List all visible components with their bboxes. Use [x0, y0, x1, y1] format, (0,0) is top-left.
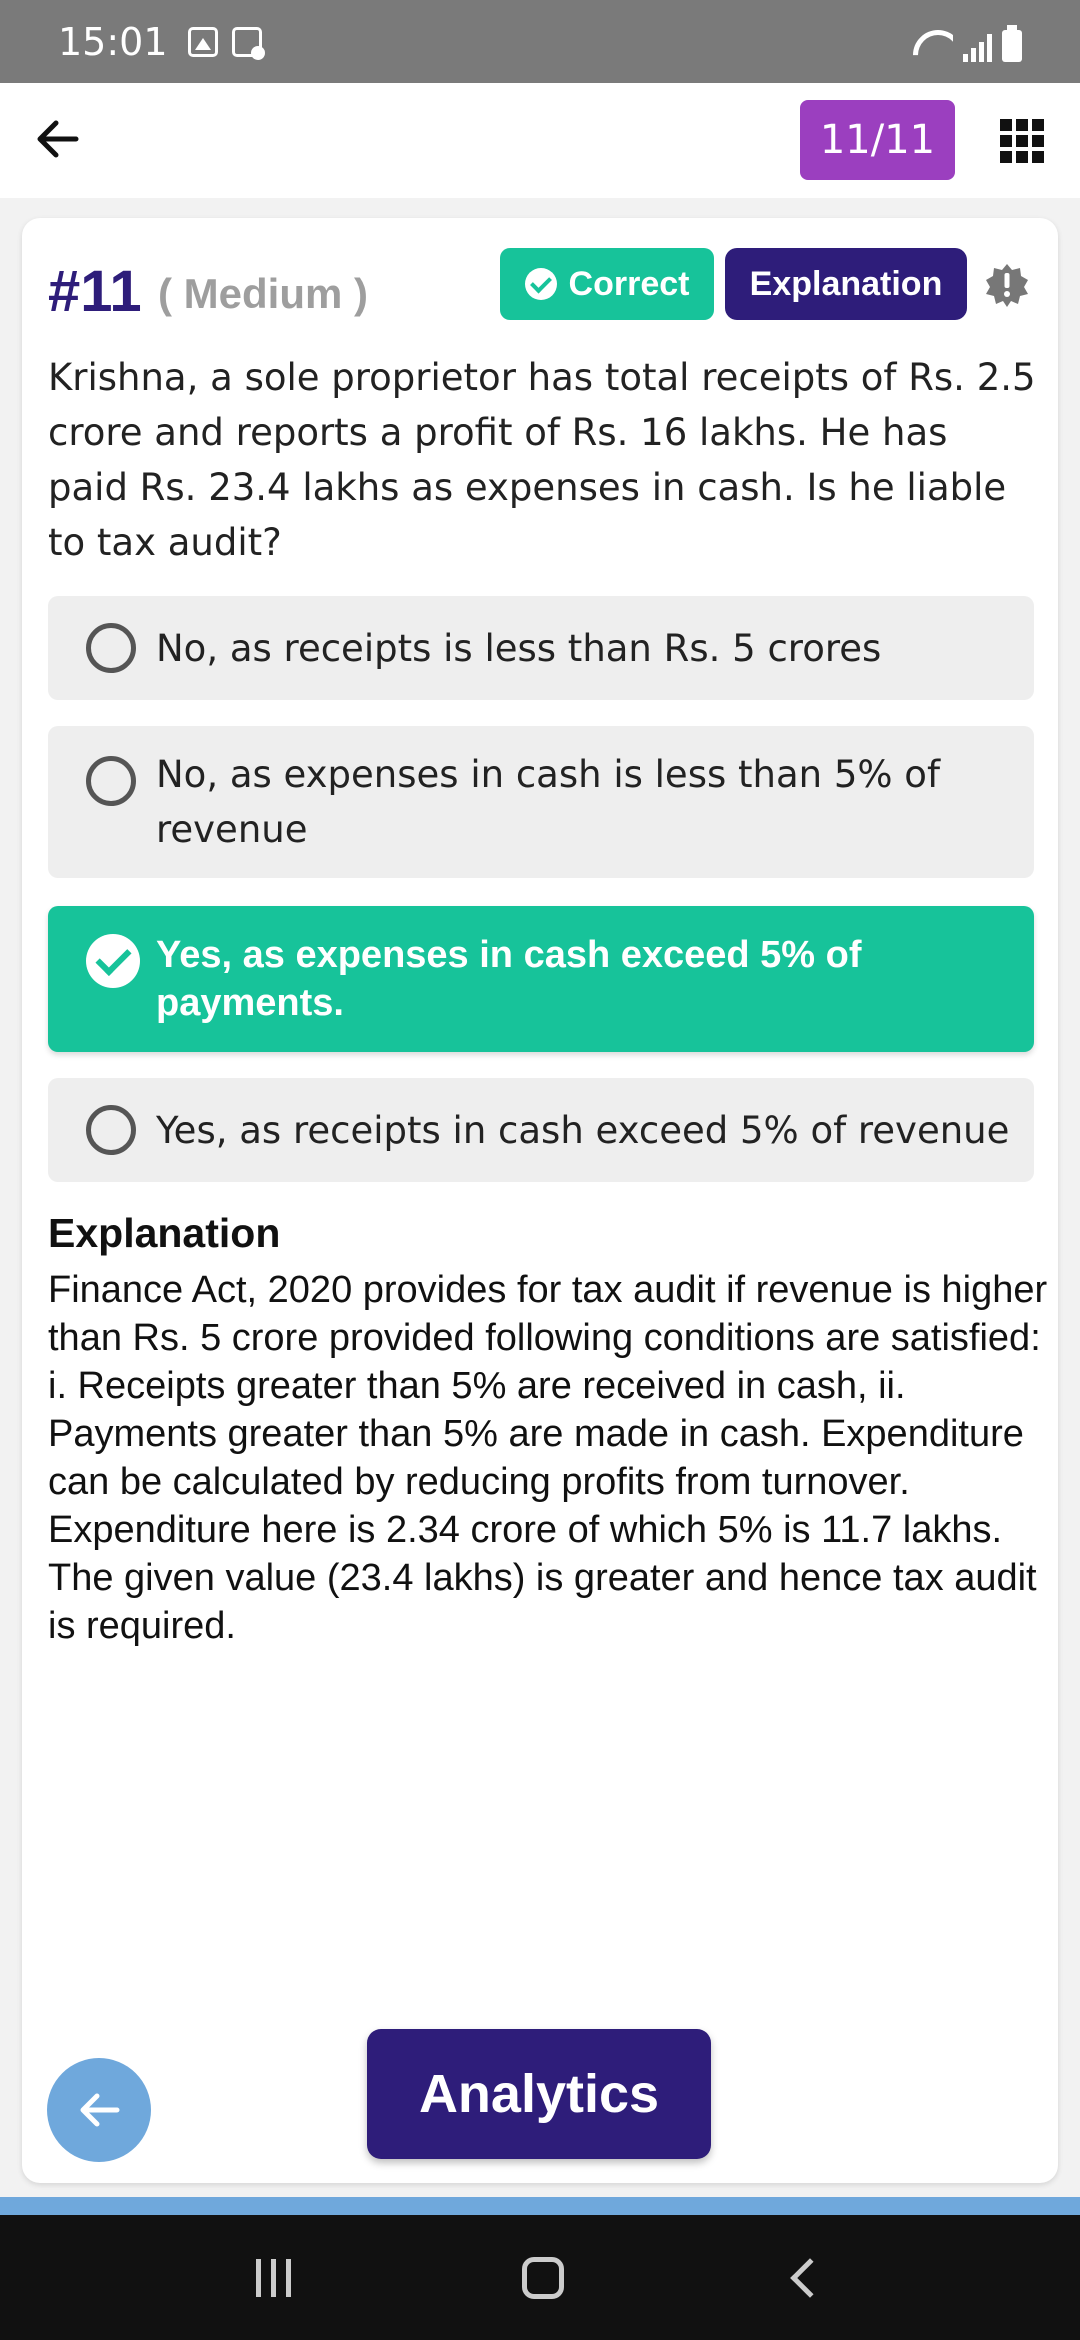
option-3[interactable] [48, 906, 1034, 1052]
app-bar [0, 83, 1080, 198]
wifi-icon [913, 30, 953, 62]
status-time: 15:01 [58, 19, 168, 64]
alert-badge-icon [984, 262, 1030, 308]
correct-badge [500, 248, 714, 320]
option-label: Yes, as expenses in cash exceed 5% of payments. [156, 934, 862, 1024]
status-notification-icons [188, 27, 262, 57]
battery-icon [1002, 30, 1022, 62]
grid-icon [1000, 119, 1012, 131]
option-2[interactable] [48, 726, 1034, 878]
correct-badge-label: Correct [568, 264, 690, 303]
question-grid-button[interactable] [1000, 119, 1044, 163]
bottom-accent-strip [0, 2197, 1080, 2215]
question-counter[interactable]: 11/11 [800, 100, 955, 180]
question-card [22, 218, 1058, 2183]
explanation-title: Explanation [48, 1210, 281, 1256]
check-circle-icon [86, 934, 140, 988]
check-circle-icon [525, 268, 557, 300]
question-number: #11 [48, 259, 142, 324]
app-notification-icon [232, 27, 262, 57]
arrow-left-icon [73, 2084, 125, 2136]
report-button[interactable] [984, 262, 1030, 308]
system-back-button[interactable] [790, 2258, 830, 2298]
gallery-notification-icon [188, 27, 218, 57]
radio-unchecked-icon [86, 1105, 136, 1155]
recent-apps-button[interactable] [256, 2259, 291, 2297]
analytics-button[interactable]: Analytics [367, 2029, 711, 2159]
status-bar [0, 0, 1080, 83]
difficulty-label: ( Medium ) [158, 270, 368, 317]
radio-unchecked-icon [86, 623, 136, 673]
signal-icon [963, 32, 992, 62]
option-4[interactable] [48, 1078, 1034, 1182]
status-system-icons [913, 22, 1022, 62]
option-label: No, as receipts is less than Rs. 5 crores [156, 626, 882, 670]
explanation-text: Finance Act, 2020 provides for tax audit if revenue is higher than Rs. 5 crore provided following conditions are satisfied: i. Receipts greater than 5% are received in cash, ii. Payments greater than 5% are made in cash. Expenditure can be calculated by reducing profits from turnover. Expenditure here is 2.34 crore of which 5% is 11.7 lakhs. The given value (23.4 lakhs) is greater and hence tax audit is required. [48, 1269, 1048, 1647]
system-nav-bar [0, 2215, 1080, 2340]
explanation-button[interactable]: Explanation [725, 248, 967, 320]
question-text: Krishna, a sole proprietor has total receipts of Rs. 2.5 crore and reports a profit of Rs. 16 lakhs. He has paid Rs. 23.4 lakhs as expenses in cash. Is he liable to tax audit? [48, 356, 1036, 564]
option-label: Yes, as receipts in cash exceed 5% of revenue [156, 1108, 1010, 1152]
recent-apps-icon [256, 2259, 261, 2297]
option-label: No, as expenses in cash is less than 5% of revenue [156, 753, 940, 851]
previous-question-button[interactable] [47, 2058, 151, 2162]
arrow-left-icon [34, 115, 82, 163]
radio-unchecked-icon [86, 756, 136, 806]
back-button[interactable] [30, 111, 86, 167]
option-1[interactable] [48, 596, 1034, 700]
home-button[interactable] [522, 2257, 564, 2299]
